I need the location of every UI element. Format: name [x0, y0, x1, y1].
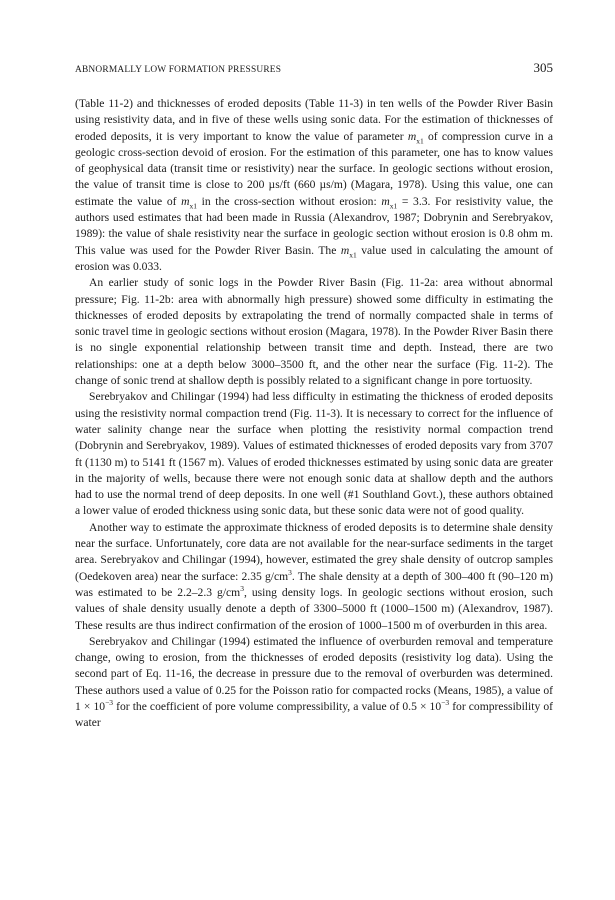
text-segment: 3: [288, 567, 292, 577]
text-segment: An earlier study of sonic logs in the Powder River Basin (Fig. 11-2a: area without abnormal pressure; Fig. 11-2b: area with abnormally high pressure) showed some difficulty in estimating the thicknesses of eroded deposits by extrapolating the trend of normally compacted shale in terms of sonic travel time in geologic sections without erosion (Magara, 1978). In the Powder River Basin there is no single exponential relationship between transit time and depth. Instead, there are two relationships: one at a depth below 3000–3500 ft, and the other near the surface (Fig. 11-2). The change of sonic trend at shallow depth is possibly related to a significant change in pore tortuosity.: [75, 276, 553, 388]
paragraph: [75, 389, 553, 519]
text-segment: , using density logs. In geologic sections without erosion, such values of shale density usually denote a depth of 3300–5000 ft (1000–1500 m) (Alexandrov, 1987). These results are thus indirect confirmation of the erosion of 1000–1500 m of overburden in this area.: [75, 585, 553, 632]
page-number: 305: [533, 60, 553, 75]
text-segment: Serebryakov and Chilingar (1994) had less difficulty in estimating the thickness of eroded deposits using the resistivity normal compaction trend (Fig. 11-3). It is necessary to correct for the influence of water salinity change near the surface when plotting the resistivity normal compaction trend (Dobrynin and Serebryakov, 1989). Values of estimated thicknesses of eroded deposits vary from 3707 ft (1130 m) to 5141 ft (1567 m). Values of eroded thicknesses estimated by using sonic data are greater in the majority of wells, because there were not enough sonic data at shallow depth and the authors had to use the normal trend of deep deposits. In one well (#1 Southland Govt.), these authors obtained a lower value of eroded thickness using sonic data, but these sonic data were not of good quality.: [75, 390, 553, 518]
text-segment: −3: [105, 698, 114, 708]
running-head: [75, 60, 553, 82]
text-segment: = 3.3. For resistivity value, the authors used estimates that had been made in Russia (Alexandrov, 1987; Dobrynin and Serebryakov, 1989): the value of shale resistivity near the surface in geologic section without erosion is 0.8 ohm m. This value was used for the Powder River Basin. The: [75, 194, 553, 257]
text-segment: x1: [189, 201, 197, 211]
body-text: [75, 96, 553, 732]
text-segment: x1: [389, 201, 398, 211]
paragraph: [75, 275, 553, 389]
running-title: ABNORMALLY LOW FORMATION PRESSURES: [75, 65, 282, 75]
book-page: [75, 60, 553, 732]
text-segment: in the cross-section without erosion:: [197, 194, 382, 208]
text-segment: Another way to estimate the approximate thickness of eroded deposits is to determine shale density near the surface. Unfortunately, core data are not available for the near-surface sediments in the target area. Serebryakov and Chilingar (1994), however, estimated the grey shale density of outcrop samples (Oedekoven area) near the surface: 2.35 g/cm: [75, 520, 553, 583]
text-segment: m: [407, 129, 417, 143]
text-segment: (Table 11-2) and thicknesses of eroded deposits (Table 11-3) in ten wells of the Powder River Basin using resistivity data, and in five of these wells using sonic data. For the estimation of thicknesses of eroded deposits, it is very important to know the value of parameter: [75, 97, 553, 143]
text-segment: m: [340, 243, 350, 257]
paragraph: [75, 520, 553, 634]
text-segment: −3: [441, 698, 450, 708]
text-segment: for the coefficient of pore volume compressibility, a value of 0.5 × 10: [113, 699, 442, 713]
text-segment: of compression curve in a geologic cross-section devoid of erosion. For the estimation of this parameter, one has to know values of geophysical data (transit time or resistivity) near the surface. In geologic sections without erosion, the value of transit time is close to 200 µs/ft (660 µs/m) (Magara, 1978). Using this value, one can estimate the value of: [75, 129, 553, 208]
paragraph: [75, 634, 553, 732]
paragraph: [75, 96, 553, 275]
text-segment: 3: [240, 584, 244, 594]
text-segment: Serebryakov and Chilingar (1994) estimated the influence of overburden removal and temperature change, owing to erosion, from the thicknesses of eroded deposits (resistivity log data). Using the second part of Eq. 11-16, the decrease in pressure due to the removal of overburden was determined. These authors used a value of 0.25 for the Poisson ratio for compacted rocks (Means, 1985), a value of 1 × 10: [75, 634, 553, 713]
text-segment: x1: [349, 249, 357, 259]
text-segment: value used in calculating the amount of erosion was 0.033.: [75, 243, 554, 273]
text-segment: for compressibility of water: [75, 699, 553, 730]
text-segment: x1: [416, 135, 424, 145]
text-segment: m: [181, 194, 190, 208]
text-segment: . The shale density at a depth of 300–400 ft (90–120 m) was estimated to be 2.2–2.3 g/cm: [75, 569, 553, 599]
text-segment: m: [381, 194, 390, 208]
